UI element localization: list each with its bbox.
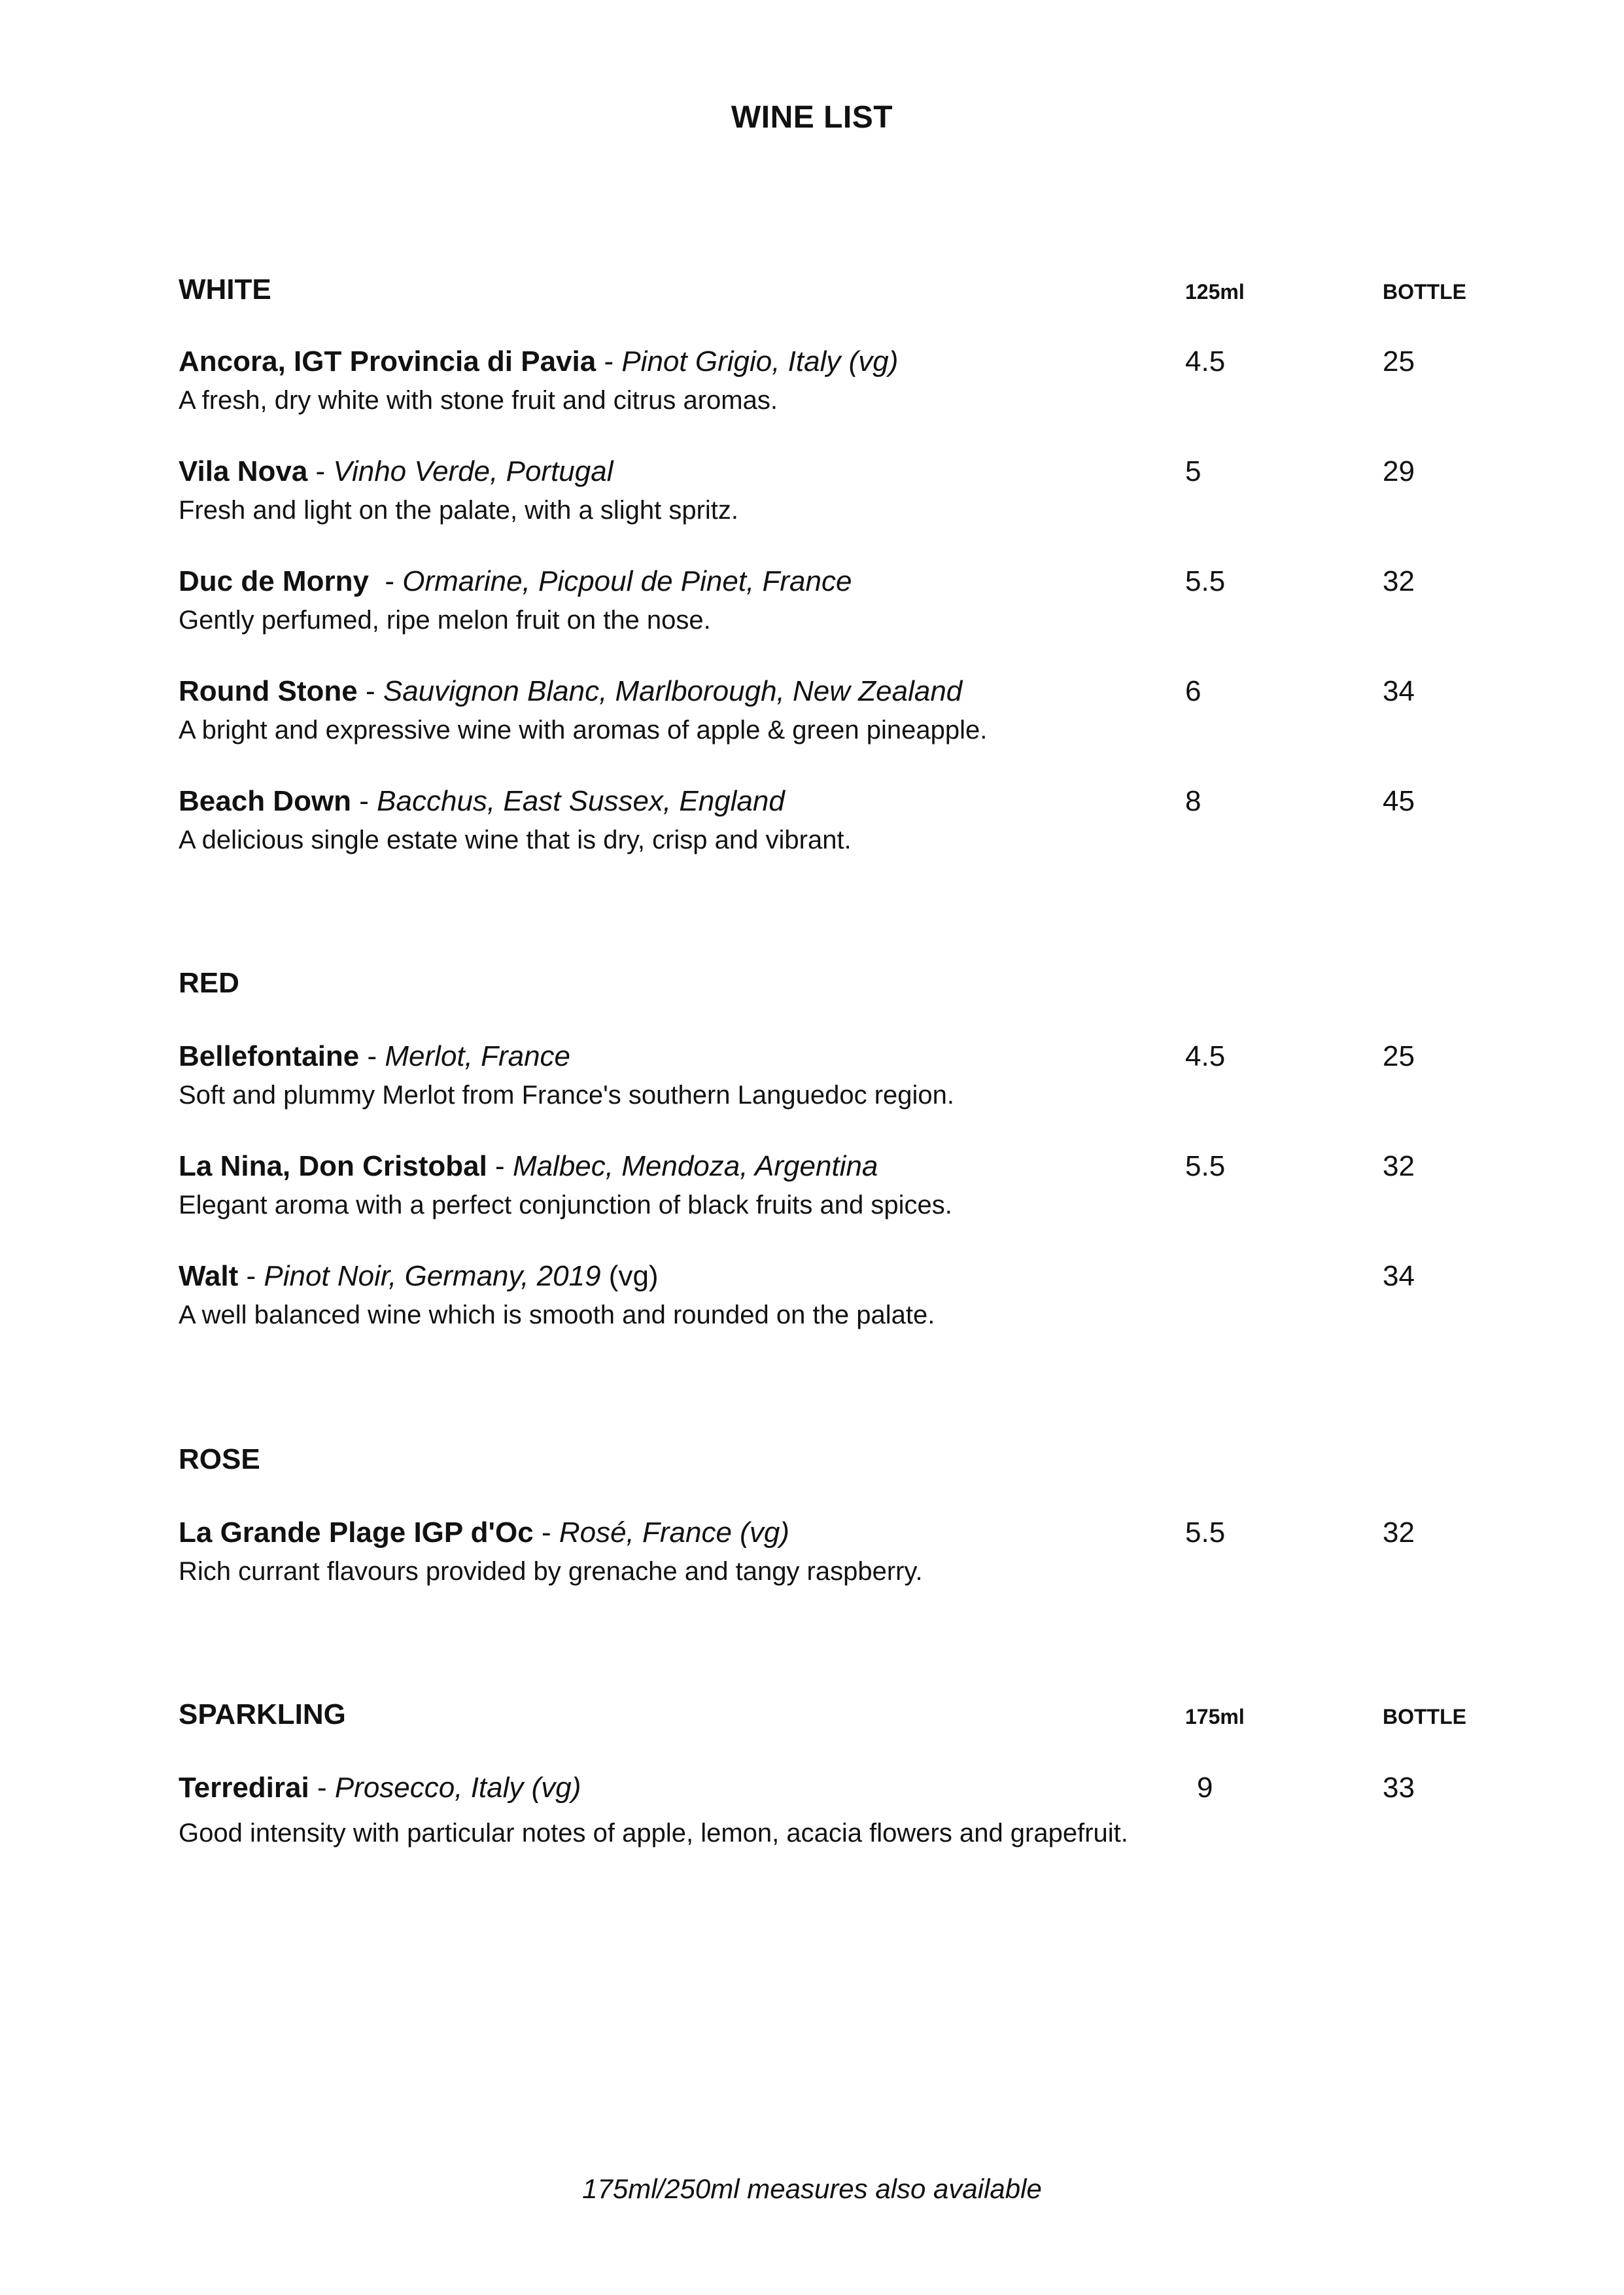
price-bottle: 34 bbox=[1383, 675, 1415, 707]
wine-description: Fresh and light on the palate, with a slight spritz. bbox=[179, 496, 739, 525]
wine-detail: Ormarine, Picpoul de Pinet, France bbox=[402, 565, 852, 597]
price-glass: 8 bbox=[1185, 785, 1201, 817]
wine-separator: - bbox=[368, 565, 403, 597]
wine-title-line bbox=[179, 1516, 789, 1549]
wine-description: A well balanced wine which is smooth and rounded on the palate. bbox=[179, 1301, 935, 1329]
wine-description: Elegant aroma with a perfect conjunction of black fruits and spices. bbox=[179, 1191, 952, 1219]
wine-detail: Bacchus, East Sussex, England bbox=[377, 785, 785, 817]
price-bottle: 45 bbox=[1383, 785, 1415, 817]
wine-name: Walt bbox=[179, 1260, 239, 1292]
wine-suffix: (vg) bbox=[600, 1260, 659, 1292]
price-glass: 5 bbox=[1185, 455, 1201, 487]
wine-separator: - bbox=[359, 1040, 385, 1072]
wine-separator: - bbox=[533, 1516, 559, 1549]
wine-title-line bbox=[179, 1260, 659, 1293]
wine-separator: - bbox=[309, 1772, 335, 1804]
wine-name: Vila Nova bbox=[179, 455, 308, 487]
wine-detail: Pinot Noir, Germany, 2019 bbox=[264, 1260, 601, 1292]
wine-detail: Vinho Verde, Portugal bbox=[333, 455, 613, 487]
price-glass: 5.5 bbox=[1185, 1516, 1226, 1549]
wine-description: Good intensity with particular notes of apple, lemon, acacia flowers and grapefruit. bbox=[179, 1819, 1128, 1848]
wine-name: La Nina, Don Cristobal bbox=[179, 1150, 487, 1182]
price-bottle: 29 bbox=[1383, 455, 1415, 487]
wine-separator: - bbox=[357, 675, 383, 707]
wine-name: Bellefontaine bbox=[179, 1040, 360, 1072]
wine-title-line bbox=[179, 1040, 570, 1073]
wine-title-line bbox=[179, 1772, 581, 1804]
price-bottle: 32 bbox=[1383, 1150, 1415, 1182]
price-glass: 5.5 bbox=[1185, 565, 1226, 597]
price-bottle: 32 bbox=[1383, 565, 1415, 597]
wine-description: Soft and plummy Merlot from France's southern Languedoc region. bbox=[179, 1081, 955, 1110]
section-header-rose: ROSE bbox=[179, 1443, 260, 1475]
price-bottle: 34 bbox=[1383, 1260, 1415, 1292]
price-glass: 4.5 bbox=[1185, 1040, 1226, 1072]
wine-name: Terredirai bbox=[179, 1772, 309, 1804]
wine-title-line bbox=[179, 345, 898, 378]
wine-description: Rich currant flavours provided by grenache and tangy raspberry. bbox=[179, 1557, 923, 1586]
section-header-sparkling: SPARKLING bbox=[179, 1698, 346, 1730]
wine-title-line bbox=[179, 1150, 878, 1183]
wine-detail: Malbec, Mendoza, Argentina bbox=[512, 1150, 878, 1182]
price-bottle: 25 bbox=[1383, 1040, 1415, 1072]
price-bottle: 25 bbox=[1383, 345, 1415, 377]
price-bottle: 32 bbox=[1383, 1516, 1415, 1549]
price-glass: 6 bbox=[1185, 675, 1201, 707]
price-glass: 9 bbox=[1197, 1772, 1213, 1804]
section-header-white: WHITE bbox=[179, 273, 271, 306]
section-header-red: RED bbox=[179, 967, 239, 999]
wine-name: Round Stone bbox=[179, 675, 358, 707]
column-header-glass: 125ml bbox=[1185, 280, 1245, 304]
wine-separator: - bbox=[596, 345, 622, 377]
wine-separator: - bbox=[307, 455, 334, 487]
wine-name: Ancora, IGT Provincia di Pavia bbox=[179, 345, 596, 377]
footer-note: 175ml/250ml measures also available bbox=[582, 2173, 1042, 2204]
wine-detail: Pinot Grigio, Italy (vg) bbox=[621, 345, 899, 377]
wine-detail: Rosé, France (vg) bbox=[559, 1516, 789, 1549]
wine-name: Duc de Morny bbox=[179, 565, 369, 597]
column-header-glass: 175ml bbox=[1185, 1705, 1245, 1728]
price-glass: 5.5 bbox=[1185, 1150, 1226, 1182]
wine-title-line bbox=[179, 675, 962, 708]
wine-detail: Merlot, France bbox=[385, 1040, 571, 1072]
price-glass: 4.5 bbox=[1185, 345, 1226, 377]
wine-name: Beach Down bbox=[179, 785, 352, 817]
wine-description: Gently perfumed, ripe melon fruit on the nose. bbox=[179, 606, 711, 635]
page-title: WINE LIST bbox=[731, 100, 893, 135]
wine-description: A bright and expressive wine with aromas of apple & green pineapple. bbox=[179, 716, 988, 745]
column-header-bottle: BOTTLE bbox=[1383, 1705, 1466, 1728]
wine-description: A fresh, dry white with stone fruit and citrus aromas. bbox=[179, 386, 778, 415]
wine-separator: - bbox=[238, 1260, 264, 1292]
wine-detail: Prosecco, Italy (vg) bbox=[334, 1772, 581, 1804]
price-bottle: 33 bbox=[1383, 1772, 1415, 1804]
wine-title-line bbox=[179, 785, 785, 818]
wine-name: La Grande Plage IGP d'Oc bbox=[179, 1516, 534, 1549]
column-header-bottle: BOTTLE bbox=[1383, 280, 1466, 304]
wine-title-line bbox=[179, 565, 852, 598]
wine-title-line bbox=[179, 455, 613, 488]
wine-separator: - bbox=[351, 785, 377, 817]
wine-description: A delicious single estate wine that is dry, crisp and vibrant. bbox=[179, 826, 852, 854]
wine-separator: - bbox=[487, 1150, 513, 1182]
wine-detail: Sauvignon Blanc, Marlborough, New Zealand bbox=[383, 675, 963, 707]
